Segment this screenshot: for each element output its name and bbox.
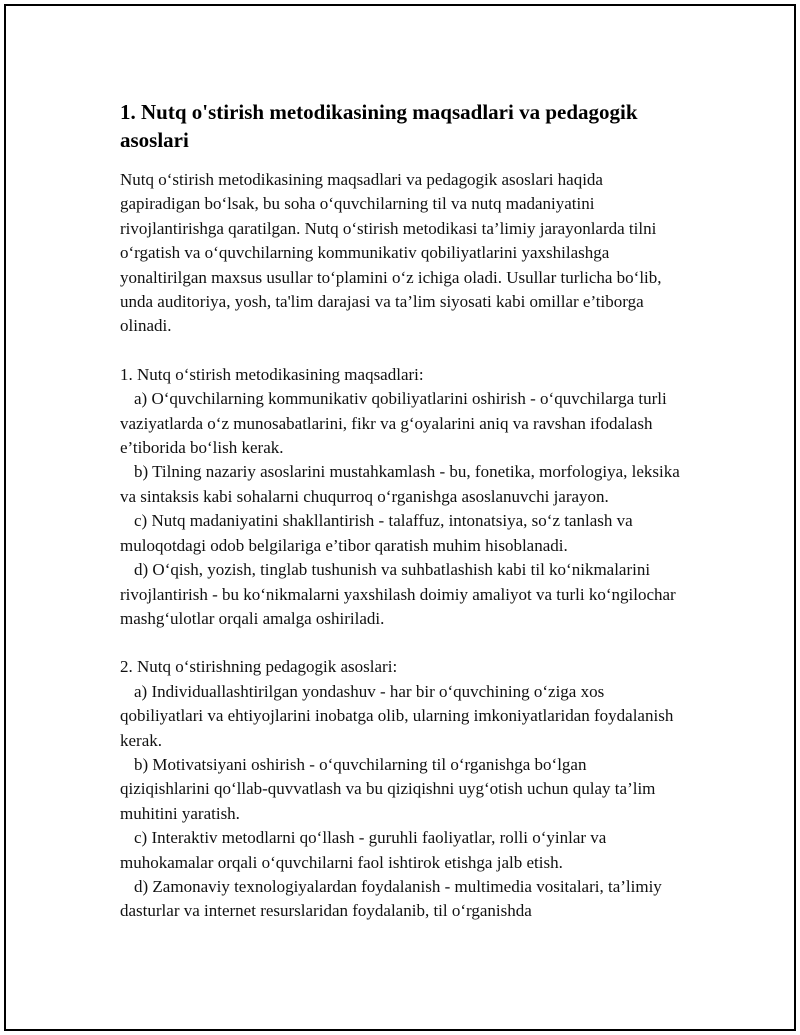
section-spacer: [120, 339, 680, 363]
list-item: c) Interaktiv metodlarni qo‘llash - guruhli faoliyatlar, rolli o‘yinlar va muhokamalar orqali o‘quvchilarni faol ishtirok etishga jalb etish.: [120, 828, 607, 872]
list-item: c) Nutq madaniyatini shakllantirish - talaffuz, intonatsiya, so‘z tanlash va muloqotdagi odob belgilariga e’tibor qaratish muhim hisoblanadi.: [120, 511, 633, 555]
list-item: d) Zamonaviy texnologiyalardan foydalanish - multimedia vositalari, ta’limiy dasturlar va internet resurslaridan foydalanib, til o‘rganishda: [120, 876, 662, 921]
section-pedagogical-foundations: [120, 655, 680, 923]
list-item: b) Tilning nazariy asoslarini mustahkamlash - bu, fonetika, morfologiya, leksika va sintaksis kabi sohalarni chuqurroq o‘rganishga asoslanuvchi jarayon.: [120, 462, 680, 506]
document-page: [4, 4, 796, 1031]
section-foundations-heading: 2. Nutq o‘stirishning pedagogik asoslari:: [120, 657, 398, 677]
section-spacer: [120, 631, 680, 655]
section-goals-heading: 1. Nutq o‘stirish metodikasining maqsadlari:: [120, 364, 424, 384]
list-item: b) Motivatsiyani oshirish - o‘quvchilarning til o‘rganishga bo‘lgan qiziqishlarini qo‘llab-quvvatlash va bu qiziqishni uyg‘otish uchun qulay ta’lim muhitini yaratish.: [120, 754, 656, 823]
list-item: a) Individuallashtirilgan yondashuv - har bir o‘quvchining o‘ziga xos qobiliyatlari va ehtiyojlarini inobatga olib, ularning imkoniyatlaridan foydalanish kerak.: [120, 681, 674, 750]
intro-paragraph: Nutq o‘stirish metodikasining maqsadlari va pedagogik asoslari haqida gapiradigan bo‘lsak, bu soha o‘quvchilarning til va nutq madaniyatini rivojlantirishga qaratilgan. Nutq o‘stirish metodikasi ta’limiy jarayonlarda tilni o‘rgatish va o‘quvchilarning kommunikativ qobiliyatlarini yaxshilashga yonaltirilgan maxsus usullar to‘plamini o‘z ichiga oladi. Usullar turlicha bo‘lib, unda auditoriya, yosh, ta'lim darajasi va ta’lim siyosati kabi omillar e’tiborga olinadi.: [120, 170, 662, 336]
list-item: d) O‘qish, yozish, tinglab tushunish va suhbatlashish kabi til ko‘nikmalarini rivojlantirish - bu ko‘nikmalarni yaxshilash doimiy amaliyot va turli ko‘ngilochar mashg‘ulotlar orqali amalga oshiriladi.: [120, 560, 676, 628]
document-content: [120, 98, 680, 924]
document-title: 1. Nutq o'stirish metodikasining maqsadlari va pedagogik asoslari: [120, 100, 638, 152]
section-goals: [120, 363, 680, 631]
list-item: a) O‘quvchilarning kommunikativ qobiliyatlarini oshirish - o‘quvchilarga turli vaziyatlarda o‘z munosabatlarini, fikr va g‘oyalarini aniq va ravshan ifodalash e’tiborida bo‘lish kerak.: [120, 389, 667, 458]
